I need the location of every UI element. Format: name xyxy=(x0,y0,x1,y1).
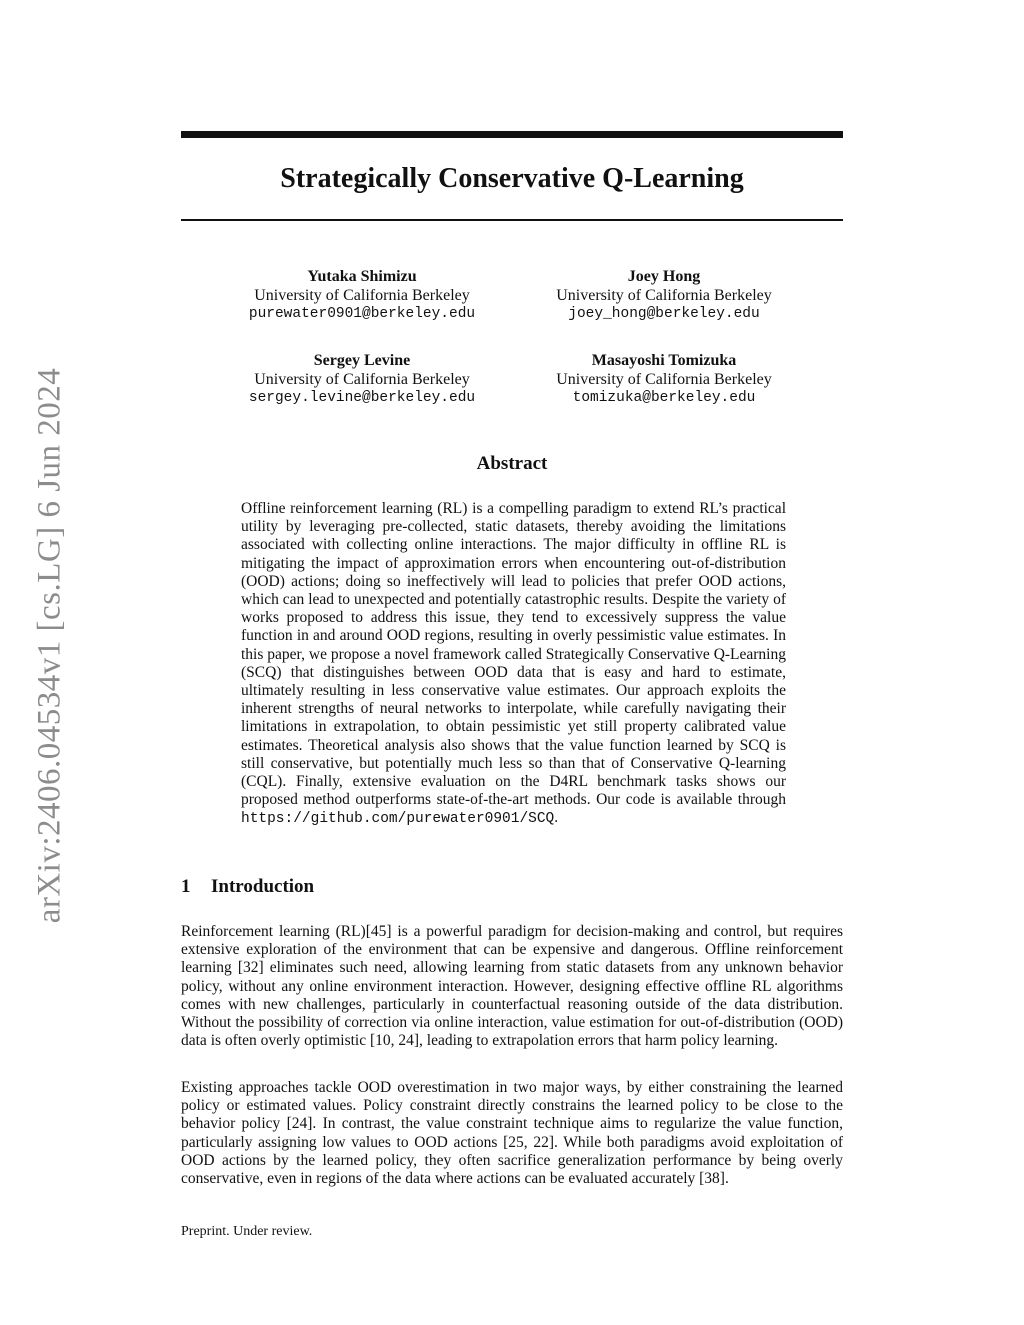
title-rule-top xyxy=(181,131,843,138)
arxiv-identifier-text: arXiv:2406.04534v1 [cs.LG] 6 Jun 2024 xyxy=(31,367,68,923)
title-rule-bottom xyxy=(181,219,843,221)
author-email[interactable]: sergey.levine@berkeley.edu xyxy=(248,390,476,406)
arxiv-identifier-stamp xyxy=(20,360,80,930)
author-affiliation: University of California Berkeley xyxy=(556,287,772,304)
intro-paragraph-2: Existing approaches tackle OOD overestimation in two major ways, by either constraining the learned policy or estimated values. Policy constraint directly constrains the learned policy to be close to the behavior policy [24]. In contrast, the value constraint technique aims to regularize the value function, particularly assigning low values to OOD actions [25, 22]. While both paradigms avoid exploitation of OOD actions by the learned policy, they often sacrifice generalization performance by being overly conservative, even in regions of the data where actions can be evaluated accurately [38]. xyxy=(181,1079,843,1188)
paper-title: Strategically Conservative Q-Learning xyxy=(280,163,744,194)
author-name: Joey Hong xyxy=(627,268,701,285)
author-block xyxy=(494,267,834,324)
section-heading-introduction xyxy=(181,876,314,898)
section-number: 1 xyxy=(181,876,191,897)
author-name: Yutaka Shimizu xyxy=(307,268,417,285)
author-email[interactable]: tomizuka@berkeley.edu xyxy=(572,390,756,406)
section-title: Introduction xyxy=(211,876,315,897)
author-block xyxy=(494,351,834,408)
author-affiliation: University of California Berkeley xyxy=(556,371,772,388)
abstract-end-period: . xyxy=(554,809,559,827)
author-email[interactable]: purewater0901@berkeley.edu xyxy=(248,306,476,322)
abstract-text xyxy=(241,500,786,829)
code-url-link[interactable]: https://github.com/purewater0901/SCQ xyxy=(241,811,555,828)
author-email[interactable]: joey_hong@berkeley.edu xyxy=(568,306,760,322)
author-affiliation: University of California Berkeley xyxy=(254,287,470,304)
author-name: Sergey Levine xyxy=(313,352,411,369)
abstract-heading: Abstract xyxy=(476,453,548,474)
author-block xyxy=(192,351,532,408)
abstract-body-text: Offline reinforcement learning (RL) is a compelling paradigm to extend RL’s practical utility by leveraging pre-collected, static datasets, thereby avoiding the limitations associated with collecting online interactions. The major difficulty in offline RL is mitigating the impact of approximation errors when encountering out-of-distribution (OOD) actions; doing so ineffectively will lead to policies that prefer OOD actions, which can lead to unexpected and potentially catastrophic results. Despite the variety of works proposed to address this issue, they tend to excessively suppress the value function in and around OOD regions, resulting in overly pessimistic value estimates. In this paper, we propose a novel framework called Strategically Conservative Q-Learning (SCQ) that distinguishes between OOD data that is easy and hard to estimate, ultimately resulting in less conservative value estimates. Our approach exploits the inherent strengths of neural networks to interpolate, while carefully navigating their limitations in extrapolation, to obtain pessimistic yet still property calibrated value estimates. Theoretical analysis also shows that the value function learned by SCQ is still conservative, but potentially much less so than that of Conservative Q-learning (CQL). Finally, extensive evaluation on the D4RL benchmark tasks shows our proposed method outperforms state-of-the-art methods. Our code is available through xyxy=(241,500,786,809)
footer-note: Preprint. Under review. xyxy=(181,1224,313,1239)
author-name: Masayoshi Tomizuka xyxy=(591,352,737,369)
intro-paragraph-1: Reinforcement learning (RL)[45] is a powerful paradigm for decision-making and control, but requires extensive exploration of the environment that can be expensive and dangerous. Offline reinforcement learning [32] eliminates such need, allowing learning from static datasets from any unknown behavior policy, without any online environment interaction. However, designing effective offline RL algorithms comes with new challenges, particularly in counterfactual reasoning outside of the data distribution. Without the possibility of correction via online interaction, value estimation for out-of-distribution (OOD) data is often overly optimistic [10, 24], leading to extrapolation errors that harm policy learning. xyxy=(181,923,843,1050)
author-block xyxy=(192,267,532,324)
author-affiliation: University of California Berkeley xyxy=(254,371,470,388)
